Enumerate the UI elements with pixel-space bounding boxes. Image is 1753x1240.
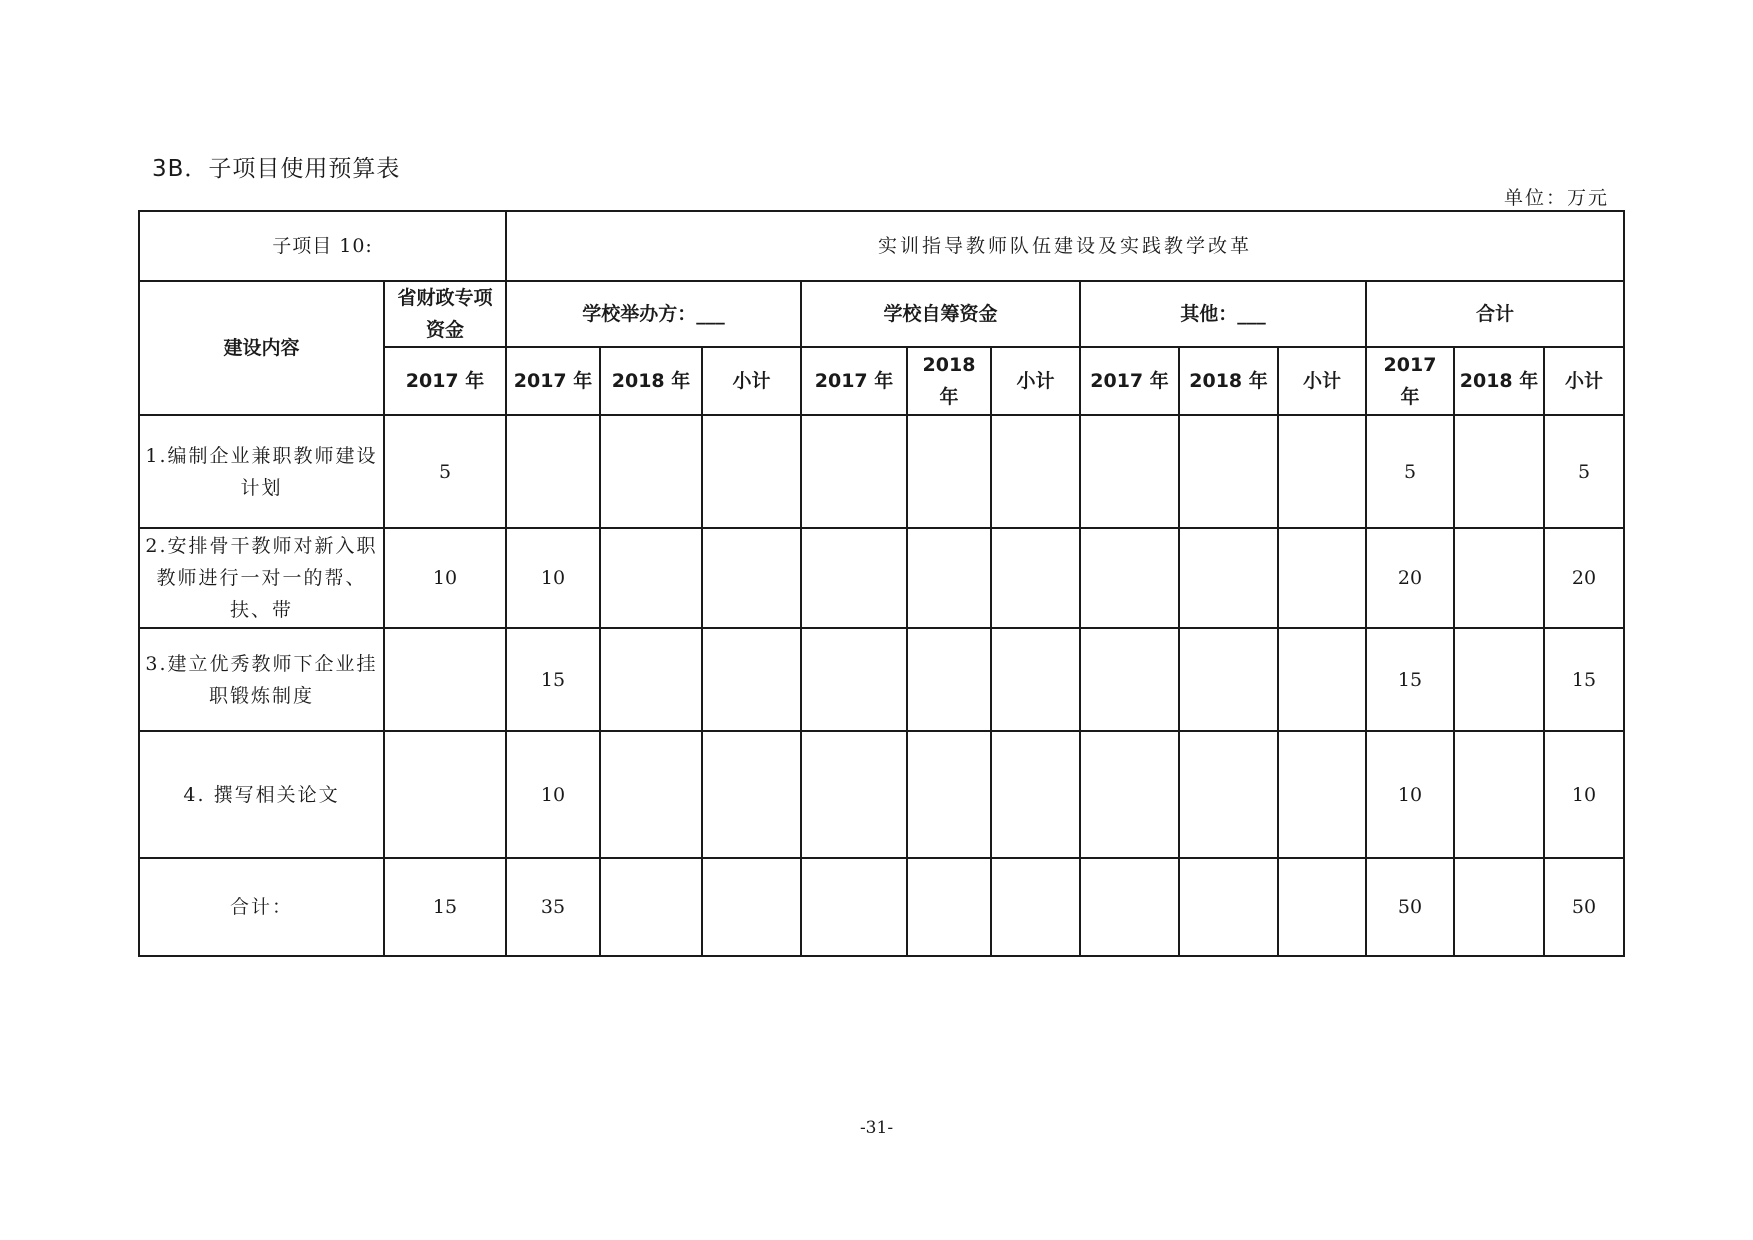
table-cell bbox=[1080, 628, 1179, 731]
table-cell bbox=[702, 415, 801, 528]
table-cell bbox=[1080, 858, 1179, 956]
header-year-2018: 2018 年 bbox=[1454, 347, 1544, 415]
table-cell bbox=[801, 731, 907, 858]
table-cell bbox=[1179, 415, 1278, 528]
table-cell: 15 bbox=[506, 628, 600, 731]
table-cell: 20 bbox=[1544, 528, 1624, 628]
table-cell bbox=[1454, 731, 1544, 858]
table-cell bbox=[801, 858, 907, 956]
table-cell bbox=[1179, 528, 1278, 628]
table-cell: 5 bbox=[1544, 415, 1624, 528]
table-cell: 10 bbox=[1366, 731, 1454, 858]
subproject-label: 子项目 10: bbox=[139, 211, 506, 281]
table-cell bbox=[600, 858, 702, 956]
table-cell bbox=[907, 731, 991, 858]
header-subtotal: 小计 bbox=[702, 347, 801, 415]
table-cell bbox=[907, 628, 991, 731]
table-cell: 10 bbox=[1544, 731, 1624, 858]
table-cell bbox=[991, 628, 1080, 731]
table-row bbox=[139, 628, 1624, 731]
table-cell bbox=[600, 528, 702, 628]
header-year-2017: 2017 年 bbox=[506, 347, 600, 415]
budget-table bbox=[138, 210, 1625, 957]
table-cell bbox=[600, 731, 702, 858]
table-cell bbox=[1278, 858, 1366, 956]
header-year-2017: 2017 年 bbox=[384, 347, 506, 415]
table-cell bbox=[1080, 415, 1179, 528]
header-year-2018: 2018 年 bbox=[907, 347, 991, 415]
table-cell bbox=[1179, 858, 1278, 956]
header-other: 其他：___ bbox=[1080, 281, 1366, 347]
unit-label: 单位：万元 bbox=[1503, 187, 1609, 209]
header-year-2018: 2018 年 bbox=[1179, 347, 1278, 415]
table-row bbox=[139, 731, 1624, 858]
table-cell bbox=[1454, 415, 1544, 528]
header-total: 合计 bbox=[1366, 281, 1624, 347]
table-cell: 10 bbox=[506, 528, 600, 628]
table-cell bbox=[702, 528, 801, 628]
header-content: 建设内容 bbox=[139, 281, 384, 415]
table-cell: 35 bbox=[506, 858, 600, 956]
table-cell bbox=[506, 415, 600, 528]
table-cell bbox=[600, 415, 702, 528]
table-cell bbox=[600, 628, 702, 731]
table-cell bbox=[1179, 731, 1278, 858]
table-cell: 5 bbox=[1366, 415, 1454, 528]
table-cell bbox=[1080, 528, 1179, 628]
header-subtotal: 小计 bbox=[1278, 347, 1366, 415]
table-cell bbox=[907, 415, 991, 528]
row-content: 2.安排骨干教师对新入职教师进行一对一的帮、扶、带 bbox=[139, 528, 384, 628]
document-title: 3B．子项目使用预算表 bbox=[152, 156, 401, 182]
table-row bbox=[139, 528, 1624, 628]
header-subtotal: 小计 bbox=[1544, 347, 1624, 415]
table-cell bbox=[1454, 858, 1544, 956]
table-cell bbox=[907, 528, 991, 628]
table-cell bbox=[1454, 528, 1544, 628]
table-cell bbox=[1179, 628, 1278, 731]
table-cell bbox=[1454, 628, 1544, 731]
table-cell bbox=[702, 731, 801, 858]
table-cell bbox=[991, 415, 1080, 528]
table-cell bbox=[991, 858, 1080, 956]
row-content: 1.编制企业兼职教师建设计划 bbox=[139, 415, 384, 528]
table-cell bbox=[702, 628, 801, 731]
table-cell bbox=[1278, 528, 1366, 628]
row-content: 3.建立优秀教师下企业挂职锻炼制度 bbox=[139, 628, 384, 731]
table-cell bbox=[801, 415, 907, 528]
table-cell bbox=[1278, 731, 1366, 858]
table-cell bbox=[991, 731, 1080, 858]
table-cell bbox=[907, 858, 991, 956]
table-cell bbox=[702, 858, 801, 956]
header-self-raised: 学校自筹资金 bbox=[801, 281, 1080, 347]
table-cell: 15 bbox=[1544, 628, 1624, 731]
table-body bbox=[139, 415, 1624, 956]
header-year-2018: 2018 年 bbox=[600, 347, 702, 415]
header-provincial: 省财政专项资金 bbox=[384, 281, 506, 347]
table-cell: 10 bbox=[506, 731, 600, 858]
table-cell bbox=[801, 528, 907, 628]
table-cell: 5 bbox=[384, 415, 506, 528]
subproject-name: 实训指导教师队伍建设及实践教学改革 bbox=[506, 211, 1624, 281]
total-row-label: 合计： bbox=[139, 858, 384, 956]
table-cell: 15 bbox=[1366, 628, 1454, 731]
table-cell: 20 bbox=[1366, 528, 1454, 628]
table-cell: 10 bbox=[384, 528, 506, 628]
page-number: -31- bbox=[859, 1118, 894, 1138]
table-cell bbox=[1080, 731, 1179, 858]
table-cell: 50 bbox=[1366, 858, 1454, 956]
table-row bbox=[139, 858, 1624, 956]
table-cell bbox=[991, 528, 1080, 628]
table-cell bbox=[384, 731, 506, 858]
table-cell bbox=[1278, 415, 1366, 528]
header-year-2017: 2017 年 bbox=[1366, 347, 1454, 415]
header-school-org: 学校举办方：___ bbox=[506, 281, 801, 347]
table-cell bbox=[1278, 628, 1366, 731]
table-cell: 50 bbox=[1544, 858, 1624, 956]
header-year-2017: 2017 年 bbox=[1080, 347, 1179, 415]
table-row bbox=[139, 415, 1624, 528]
header-subtotal: 小计 bbox=[991, 347, 1080, 415]
header-row-1 bbox=[139, 281, 1624, 347]
row-content: 4. 撰写相关论文 bbox=[139, 731, 384, 858]
table-cell bbox=[801, 628, 907, 731]
header-year-2017: 2017 年 bbox=[801, 347, 907, 415]
table-cell bbox=[384, 628, 506, 731]
subproject-row bbox=[139, 211, 1624, 281]
table-cell: 15 bbox=[384, 858, 506, 956]
